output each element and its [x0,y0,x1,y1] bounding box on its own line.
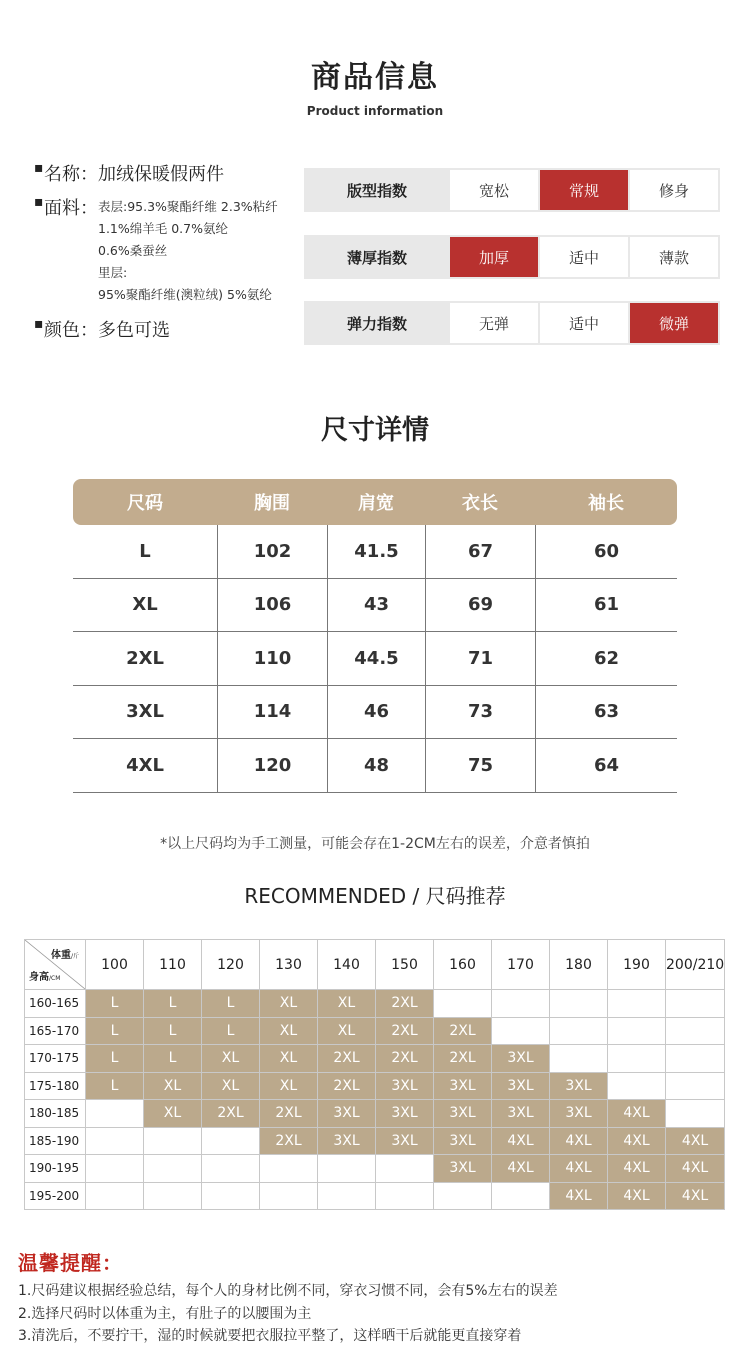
size-cell [144,1182,202,1210]
size-cell [492,1017,550,1045]
cell-sleeve: 61 [535,579,677,632]
size-cell [144,1155,202,1183]
recommend-table [24,939,725,1210]
header-chest: 胸围 [254,493,290,514]
cell-shoulder: 46 [327,686,425,739]
size-cell: 2XL [376,1017,434,1045]
size-cell: 3XL [318,1127,376,1155]
size-cell: 3XL [318,1100,376,1128]
weight-header: 180 [550,940,608,990]
weight-header: 190 [608,940,666,990]
size-cell [260,1182,318,1210]
recommended-title: RECOMMENDED / 尺码推荐 [244,884,506,908]
fit-option-regular: 常规 [540,170,628,210]
thickness-option-thick: 加厚 [450,237,538,277]
size-cell: 3XL [550,1072,608,1100]
table-row [25,1017,725,1045]
size-cell: L [86,1017,144,1045]
size-cell: XL [260,1072,318,1100]
weight-header: 120 [202,940,260,990]
size-cell [434,990,492,1018]
product-info-list [34,160,304,342]
size-cell: 3XL [492,1072,550,1100]
size-cell [86,1100,144,1128]
size-cell: XL [144,1100,202,1128]
product-info-title: 商品信息 [311,60,439,95]
elasticity-option-medium: 适中 [540,303,628,343]
height-label: 165-170 [25,1017,86,1045]
bullet-icon: ▪ [34,194,44,210]
fabric-label: 面料： [44,198,98,219]
cell-length: 69 [425,579,535,632]
size-cell [608,1072,666,1100]
height-label: 180-185 [25,1100,86,1128]
table-row [73,632,677,686]
corner-height-label: 身高/CM [29,972,61,983]
size-cell: L [86,1045,144,1073]
height-label: 160-165 [25,990,86,1018]
cell-chest: 120 [217,739,327,792]
size-cell: L [202,1017,260,1045]
bullet-icon: ▪ [34,316,44,332]
size-cell: 4XL [608,1127,666,1155]
size-cell [608,990,666,1018]
header-shoulder: 肩宽 [358,493,394,514]
size-cell: XL [318,990,376,1018]
height-label: 190-195 [25,1155,86,1183]
weight-header: 160 [434,940,492,990]
cell-chest: 110 [217,632,327,685]
size-cell [144,1127,202,1155]
cell-chest: 114 [217,686,327,739]
table-row [25,1045,725,1073]
fabric-line: 里层: [98,265,128,280]
height-label: 175-180 [25,1072,86,1100]
size-cell: L [144,1045,202,1073]
size-cell: XL [260,1045,318,1073]
size-cell: 4XL [608,1155,666,1183]
fabric-line: 表层:95.3%聚酯纤维 2.3%粘纤 [98,199,278,214]
weight-header: 140 [318,940,376,990]
size-cell [666,1017,725,1045]
size-table-header [73,479,677,525]
fabric-line: 1.1%绵羊毛 0.7%氨纶 [98,221,228,236]
tips-title: 温馨提醒： [18,1251,123,1275]
header-length: 衣长 [462,493,498,514]
size-cell [202,1155,260,1183]
size-cell: 4XL [608,1100,666,1128]
cell-sleeve: 63 [535,686,677,739]
corner-weight-label: 体重/斤 [50,950,79,961]
table-row [25,1182,725,1210]
product-info-subtitle: Product information [306,104,444,118]
size-cell: 2XL [318,1045,376,1073]
elasticity-index-row [304,301,720,345]
size-cell [86,1155,144,1183]
size-cell: L [144,990,202,1018]
size-cell: L [202,990,260,1018]
fit-index-label: 版型指数 [346,181,407,200]
cell-chest: 106 [217,579,327,632]
size-cell: 4XL [492,1127,550,1155]
table-row [25,1072,725,1100]
elasticity-option-none: 无弹 [450,303,538,343]
fit-option-loose: 宽松 [450,170,538,210]
weight-header: 100 [86,940,144,990]
thickness-index-row [304,235,720,279]
tips-list [18,1280,558,1348]
tip-item: 3.清洗后，不要拧干，湿的时候就要把衣服拉平整了，这样晒干后就能更直接穿着 [18,1328,522,1344]
size-table [73,479,677,793]
size-cell [86,1182,144,1210]
size-cell: 2XL [260,1127,318,1155]
elasticity-option-slight: 微弹 [630,303,718,343]
cell-size: XL [132,594,158,616]
bullet-icon: ▪ [34,160,44,176]
size-cell: 4XL [492,1155,550,1183]
color-label: 颜色： [44,320,98,341]
size-cell: XL [202,1072,260,1100]
size-cell: L [86,990,144,1018]
cell-size: 4XL [126,754,164,776]
weight-header: 200/210 [666,940,725,990]
table-row [25,1100,725,1128]
fit-option-slim: 修身 [630,170,718,210]
color-row [34,316,304,342]
cell-length: 71 [425,632,535,685]
size-cell: 3XL [434,1155,492,1183]
recommend-header-row [25,940,725,990]
header-size: 尺码 [127,493,163,514]
cell-size: L [139,540,151,562]
table-row [25,1127,725,1155]
size-cell: 2XL [376,990,434,1018]
weight-header: 170 [492,940,550,990]
table-row [73,686,677,740]
table-row [73,579,677,633]
height-label: 195-200 [25,1182,86,1210]
thickness-index-label: 薄厚指数 [346,248,407,267]
size-cell [550,1045,608,1073]
size-cell: XL [318,1017,376,1045]
size-cell: XL [202,1045,260,1073]
height-label: 185-190 [25,1127,86,1155]
height-label: 170-175 [25,1045,86,1073]
size-cell: L [86,1072,144,1100]
cell-shoulder: 43 [327,579,425,632]
weight-header: 110 [144,940,202,990]
size-cell [550,1017,608,1045]
measurement-note: *以上尺码均为手工测量，可能会存在1-2CM左右的误差，介意者慎拍 [160,836,590,852]
size-cell: 4XL [550,1155,608,1183]
size-cell: 4XL [666,1182,725,1210]
size-cell [492,1182,550,1210]
size-cell: 4XL [608,1182,666,1210]
recommend-corner-cell [25,940,86,990]
table-row [25,990,725,1018]
size-cell: 2XL [434,1017,492,1045]
cell-shoulder: 44.5 [327,632,425,685]
cell-shoulder: 48 [327,739,425,792]
size-cell: 4XL [550,1127,608,1155]
size-cell [202,1127,260,1155]
size-details-title: 尺寸详情 [321,415,429,446]
size-cell: 4XL [550,1182,608,1210]
size-cell [666,1045,725,1073]
size-cell [608,1045,666,1073]
cell-chest: 102 [217,525,327,578]
size-cell: 3XL [492,1045,550,1073]
fabric-line: 0.6%桑蚕丝 [98,243,168,258]
size-cell [492,990,550,1018]
fit-index-row [304,168,720,212]
table-row [25,1155,725,1183]
cell-size: 2XL [126,647,164,669]
cell-shoulder: 41.5 [327,525,425,578]
thickness-option-medium: 适中 [540,237,628,277]
size-cell: XL [260,1017,318,1045]
cell-size: 3XL [126,701,164,723]
cell-length: 73 [425,686,535,739]
size-cell: 4XL [666,1155,725,1183]
size-cell: 3XL [434,1072,492,1100]
size-cell: 3XL [550,1100,608,1128]
tip-item: 1.尺码建议根据经验总结，每个人的身材比例不同，穿衣习惯不同，会有5%左右的误差 [18,1283,558,1299]
cell-sleeve: 62 [535,632,677,685]
table-row [73,525,677,579]
fabric-line: 95%聚酯纤维(澳粒绒) 5%氨纶 [98,287,272,302]
size-cell: 3XL [376,1127,434,1155]
size-cell: 3XL [434,1127,492,1155]
elasticity-index-label: 弹力指数 [346,314,407,333]
thickness-option-thin: 薄款 [630,237,718,277]
size-cell [202,1182,260,1210]
size-cell: 4XL [666,1127,725,1155]
size-cell: 3XL [376,1100,434,1128]
table-row [73,739,677,793]
size-cell [666,1100,725,1128]
size-cell: 2XL [318,1072,376,1100]
name-row [34,160,304,186]
weight-header: 150 [376,940,434,990]
tip-item: 2.选择尺码时以体重为主，有肚子的以腰围为主 [18,1305,312,1322]
size-cell [666,1072,725,1100]
size-cell [318,1182,376,1210]
size-cell: 2XL [260,1100,318,1128]
weight-header: 130 [260,940,318,990]
cell-length: 75 [425,739,535,792]
fabric-value [98,194,278,306]
size-cell: 3XL [376,1072,434,1100]
size-cell [376,1155,434,1183]
fabric-row [34,194,304,306]
size-cell [318,1155,376,1183]
cell-length: 67 [425,525,535,578]
cell-sleeve: 60 [535,525,677,578]
size-cell: 2XL [376,1045,434,1073]
size-cell: XL [144,1072,202,1100]
size-cell [376,1182,434,1210]
size-cell: 2XL [202,1100,260,1128]
cell-sleeve: 64 [535,739,677,792]
size-cell: 3XL [492,1100,550,1128]
color-value: 多色可选 [98,320,170,341]
size-cell [260,1155,318,1183]
name-value: 加绒保暖假两件 [98,164,224,185]
name-label: 名称： [44,164,98,185]
header-sleeve: 袖长 [588,493,624,514]
size-cell [608,1017,666,1045]
size-cell: 3XL [434,1100,492,1128]
size-cell [86,1127,144,1155]
size-cell: 2XL [434,1045,492,1073]
size-cell: XL [260,990,318,1018]
size-cell: L [144,1017,202,1045]
size-cell [550,990,608,1018]
size-cell [434,1182,492,1210]
size-cell [666,990,725,1018]
